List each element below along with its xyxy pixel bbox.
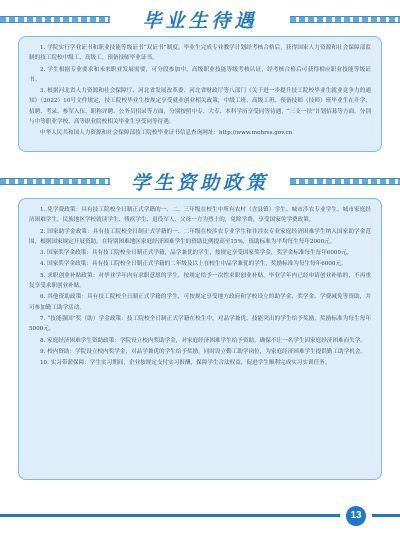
paragraph: 5. 求职创业补贴政策：对毕业学年内有求职意愿的学生，按规定给予一次性求职创业补贴，毕业学年内已经申请创业补贴的，不再重复享受求职创业补贴。 [29, 272, 371, 290]
paragraph: 7. “技能强国”奖（助）学金政策：技工院校全日制正式学籍在校生中，对品学兼优、技能突出的学生给予奖励，奖励标准为每生每年5000元。 [29, 315, 371, 333]
paragraph: 6. 其他资助政策：具有技工院校全日制正式学籍的学生，可按规定享受地方政府和学校设立的助学金、奖学金、学费减免等资助，并可参加勤工助学活动。 [29, 294, 371, 311]
section-banner-graduate-benefits [0, 4, 400, 34]
paragraph: 9. 校内资助：学院设立校内奖学金，对品学兼优的学生给予奖励，同时设立勤工助学岗位，为家庭经济困难学生提供勤工助学机会。 [40, 348, 366, 355]
paragraph: 3. 根据河北省人力资源和社会保障厅、河北省发展改革委、河北省财政厅等八部门《关于进一步提升技工院校毕业生就业竞争力的通知》（2022）10号文件规定，技工院校毕业生按规定享受就业创业相关政策，中级工班、高级工班、预备技师（技师）班毕业生在升学、招聘、考录、参军入伍、职称评聘、公务员招录等方面，分别按照中专、大专、本科学历享受同等待遇，“三支一扶”计划招募等方面，分别与中等职业学校、高等职业院校相关毕业生享受同等待遇。 [29, 88, 371, 126]
paragraph: 2. 国家助学金政策：具有技工院校全日制正式学籍的一、二年级在校涉农专业学生和非涉农专业家庭经济困难学生纳入国家助学金范围，根据国家规定开展资助，在特别困难地区家庭经济困难学生的资助比例提高至15%，资助标准为平均每生每年2000元。 [29, 228, 371, 245]
paragraph: 4. 国家奖学金政策：具有技工院校全日制正式学籍的二年级及以上在校生中品学兼优的学生，奖励标准为每生每年6000元。 [40, 261, 347, 268]
banner-stripe-right [290, 16, 400, 23]
footer-rule [0, 514, 340, 517]
page-number: 13 [346, 506, 366, 526]
paragraph: 8. 家庭经济困难学生资助政策：学院设立校内奖助学金，对家庭经济困难学生给予资助，确保不让一名学生因家庭经济困难而失学。 [40, 337, 366, 344]
paragraph: 3. 国家奖学金政策：具有技工院校全日制正式学籍，品学兼优的学生，按规定享受国家奖学金，奖学金标准每生每年6000元。 [40, 250, 353, 257]
paragraph: 中华人民共和国人力资源和社会保障部技工院校毕业证书信息查询网址：http://www.mohrss.gov.cn [40, 130, 293, 137]
financial-aid-box [18, 198, 382, 480]
paragraph: 1. 学院实行学业证书和职业技能等级证书“双证书”制度，毕业生完成专业教学计划经考核合格后，获得国家人力资源和社会保障部监制的技工院校中级工、高级工、预备技师毕业证书。 [29, 45, 371, 62]
section-title: 学生资助政策 [130, 172, 269, 194]
banner-stripe-right [290, 178, 400, 185]
section-banner-financial-aid [0, 166, 400, 196]
paragraph: 10. 实习带薪保障：学生实习期间，企业按规定支付实习报酬，保障学生合法权益，促进学生顺利完成实习实训任务。 [40, 360, 331, 367]
paragraph: 2. 学生根据专业要求和未来职业发展需要，可分段参加中、高级职业技能等级考核认证，经考核合格后可获得相应职业技能等级证书。 [29, 66, 371, 83]
section-title: 毕业生待遇 [142, 10, 258, 32]
paragraph: 1. 免学费政策：具有技工院校全日制正式学籍的一、二、三年级在校生中所有农村（含县镇）学生、城市涉农专业学生、城市家庭经济困难学生，民族地区学校就读学生、残疾学生、退役军人、父母一方为烈士的，免除学费，享受国家免学费政策。 [29, 207, 371, 224]
graduate-benefits-box [18, 36, 382, 152]
footer-rule [372, 514, 400, 517]
